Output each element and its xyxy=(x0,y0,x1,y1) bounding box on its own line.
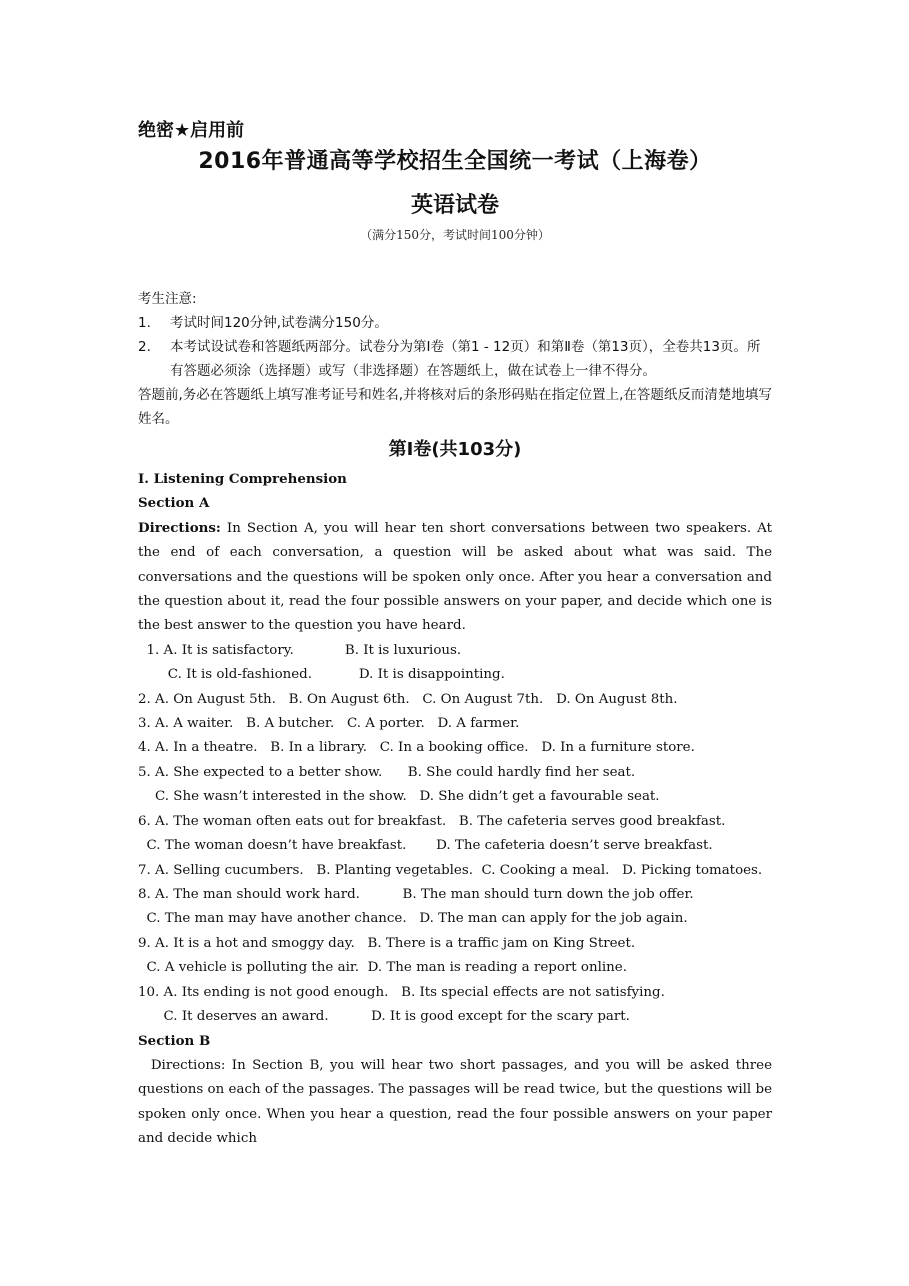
question-line: C. She wasn’t interested in the show. D. She didn’t get a favourable seat. xyxy=(138,789,660,805)
listening-section xyxy=(138,467,777,1151)
exam-subtitle: 英语试卷 xyxy=(410,193,499,218)
question-line: 5. A. She expected to a better show. B. She could hardly find her seat. xyxy=(138,764,636,780)
part-title: 第Ⅰ卷(共103分) xyxy=(388,439,522,460)
notice-item-number: 1. xyxy=(138,315,151,331)
question-line: C. A vehicle is polluting the air. D. The man is reading a report online. xyxy=(138,960,627,976)
question-line: C. It deserves an award. D. It is good except for the scary part. xyxy=(138,1008,630,1024)
question-line: C. The man may have another chance. D. The man can apply for the job again. xyxy=(138,911,688,927)
notice-footer: 答题前,务必在答题纸上填写准考证号和姓名,并将核对后的条形码贴在指定位置上,在答题纸反而清楚地填写姓名。 xyxy=(138,387,772,427)
notice-item xyxy=(138,311,772,335)
section-heading: I. Listening Comprehension xyxy=(138,471,347,487)
notice-heading: 考生注意: xyxy=(138,291,197,307)
question-line: 3. A. A waiter. B. A butcher. C. A porter. D. A farmer. xyxy=(138,716,520,732)
question-line: 8. A. The man should work hard. B. The man should turn down the job offer. xyxy=(138,886,694,902)
notice-item-text: 考试时间120分钟,试卷满分150分。 xyxy=(170,315,388,331)
secret-mark: 绝密★启用前 xyxy=(138,120,245,141)
candidate-notice xyxy=(138,287,772,431)
question-line: 10. A. Its ending is not good enough. B. Its special effects are not satisfying. xyxy=(138,984,665,1000)
question-line: 1. A. It is satisfactory. B. It is luxurious. xyxy=(138,642,462,658)
question-line: 2. A. On August 5th. B. On August 6th. C. On August 7th. D. On August 8th. xyxy=(138,691,678,707)
directions-label: Directions: xyxy=(138,519,221,536)
notice-item-text: 本考试设试卷和答题纸两部分。试卷分为第Ⅰ卷（第1 - 12页）和第Ⅱ卷（第13页），全卷共13页。所有答题必须涂（选择题）或写（非选择题）在答题纸上，做在试卷上一律不得分。 xyxy=(170,339,761,379)
notice-item xyxy=(138,335,772,383)
directions-text: In Section A, you will hear ten short conversations between two speakers. At the end of each conversation, a question will be asked about what was said. The conversations and the questions will be spoken only once. After you hear a conversation and the question about it, read the four possible answers on your paper, and decide which one is the best answer to the question you have heard. xyxy=(138,520,772,634)
section-b-heading: Section B xyxy=(138,1033,211,1050)
question-line: 4. A. In a theatre. B. In a library. C. In a booking office. D. In a furniture store. xyxy=(138,740,695,756)
score-note: （满分150分，考试时间100分钟） xyxy=(360,228,550,242)
exam-title: 2016年普通高等学校招生全国统一考试（上海卷） xyxy=(198,149,712,174)
question-line: 9. A. It is a hot and smoggy day. B. There is a traffic jam on King Street. xyxy=(138,935,636,951)
question-line: C. The woman doesn’t have breakfast. D. The cafeteria doesn’t serve breakfast. xyxy=(138,838,713,854)
section-a-directions xyxy=(138,516,772,639)
question-line: 6. A. The woman often eats out for breakfast. B. The cafeteria serves good breakfast. xyxy=(138,813,726,829)
exam-page xyxy=(138,116,777,1151)
question-line: 7. A. Selling cucumbers. B. Planting vegetables. C. Cooking a meal. D. Picking tomatoes. xyxy=(138,862,763,878)
section-a-heading: Section A xyxy=(138,495,210,512)
question-line: C. It is old-fashioned. D. It is disappointing. xyxy=(138,667,505,683)
section-b-directions: Directions: In Section B, you will hear two short passages, and you will be asked three questions on each of the passages. The passages will be read twice, but the questions will be spoken only once. When you hear a question, read the four possible answers on your paper and decide which xyxy=(138,1057,777,1146)
notice-item-number: 2. xyxy=(138,339,151,355)
